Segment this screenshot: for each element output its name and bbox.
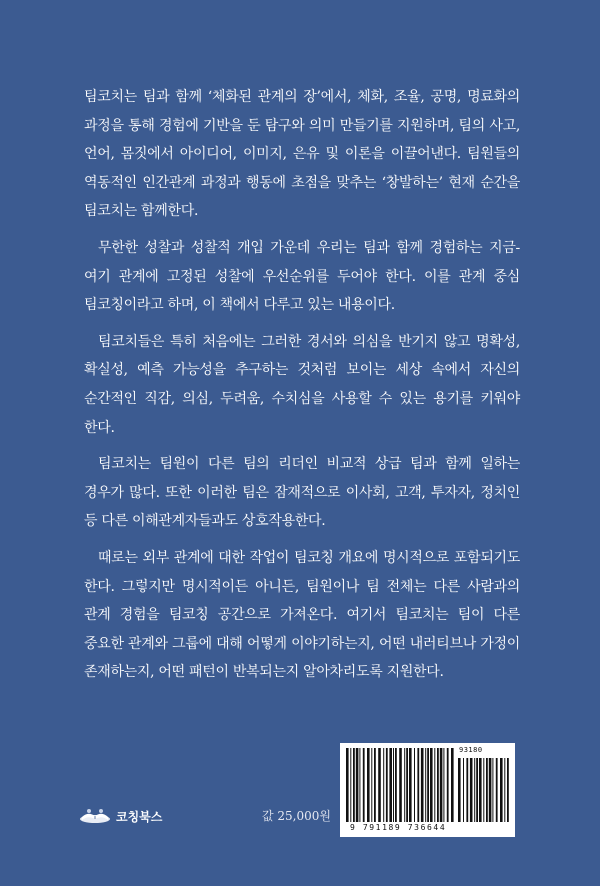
blurb-paragraph-4: 팀코치는 팀원이 다른 팀의 리더인 비교적 상급 팀과 함께 일하는 경우가 많다. 또한 이러한 팀은 잠재적으로 이사회, 고객, 투자자, 정치인 등 다른 이해관계자들과도 상호작용한다. [84, 456, 520, 530]
barcode-bar [492, 758, 493, 822]
barcode-bar [451, 748, 454, 822]
barcode-bar [479, 758, 482, 822]
barcode-bar [466, 758, 468, 822]
blurb [84, 83, 520, 695]
blurb-paragraph-5: 때로는 외부 관계에 대한 작업이 팀코칭 개요에 명시적으로 포함되기도 한다. 그렇지만 명시적이든 아니든, 팀원이나 팀 전체는 다른 사람과의 관계 경험을 팀코칭 공간으로 가져온다. 여기서 팀코치는 팀이 다른 중요한 관계와 그룹에 대해 어떻게 이야기하는지, 어떤 내러티브나 가정이 존재하는지, 어떤 패턴이 반복되는지 알아차리도록 지원한다. [84, 549, 520, 681]
barcode-bar [430, 748, 433, 822]
barcode-bar [353, 748, 355, 822]
barcode-bars [344, 746, 512, 824]
barcode-isbn-number: 9 791189 736644 [350, 823, 447, 832]
barcode-bar [474, 758, 475, 822]
barcode-bar [378, 748, 381, 822]
barcode-bar [507, 758, 509, 822]
barcode-bar [386, 748, 388, 822]
barcode-bar [395, 748, 397, 822]
publisher-logo [78, 805, 162, 827]
barcode-bar [483, 758, 484, 822]
barcode-bar [414, 748, 415, 822]
barcode-bar [371, 748, 372, 822]
barcode-bar [440, 748, 443, 822]
barcode-bar [367, 748, 370, 822]
barcode-bar [359, 748, 360, 822]
barcode-bar [393, 748, 394, 822]
blurb-paragraph-2: 무한한 성찰과 성찰적 개입 가운데 우리는 팀과 함께 경험하는 지금-여기 관계에 고정된 성찰에 우선순위를 두어야 한다. 이를 관계 중심 팀코칭이라고 하며, 이 책에서 다루고 있는 내용이다. [84, 239, 520, 314]
barcode-bar [389, 748, 392, 822]
barcode-addon-number: 93180 [459, 746, 483, 754]
barcode-bar [437, 748, 439, 822]
barcode-bar [421, 748, 424, 822]
barcode-bar [417, 748, 419, 822]
blurb-paragraph-3: 팀코치들은 특히 처음에는 그러한 경서와 의심을 반기지 않고 명확성, 확실성, 예측 가능성을 추구하는 것처럼 보이는 세상 속에서 자신의 순간적인 직감, 의심, 두려움, 수치심을 사용할 수 있는 용기를 키워야 한다. [84, 333, 520, 436]
barcode-bar [374, 748, 376, 822]
barcode-bar [486, 758, 488, 822]
barcode-bar [406, 748, 408, 822]
barcode-bar [425, 748, 426, 822]
barcode-bar [476, 758, 478, 822]
barcode-bar [383, 748, 384, 822]
barcode-bar [504, 758, 505, 822]
barcode-bar [427, 748, 429, 822]
barcode-bar [399, 748, 402, 822]
barcode-bar [404, 748, 405, 822]
barcode-bar [350, 748, 351, 822]
barcode-bar [363, 748, 365, 822]
barcode-bar [458, 758, 461, 822]
price-label: 값 25,000원 [262, 809, 331, 823]
publisher-name: 코칭북스 [116, 809, 163, 824]
barcode-bar [409, 748, 412, 822]
barcode-bar [356, 748, 359, 822]
barcode-bar [443, 748, 444, 822]
barcode-bar [489, 758, 492, 822]
barcode-bar [463, 758, 464, 822]
barcode-bar [434, 748, 435, 822]
barcode-bar [447, 748, 449, 822]
barcode-bar [346, 748, 349, 822]
barcode-bar [470, 758, 473, 822]
isbn-barcode [340, 743, 515, 837]
blurb-paragraph-1: 팀코치는 팀과 함께 ‘체화된 관계의 장’에서, 체화, 조율, 공명, 명료화의 과정을 통해 경험에 기반을 둔 탐구와 의미 만들기를 지원하며, 팀의 사고, 언어, 몸짓에서 아이디어, 이미지, 은유 및 이론을 이끌어낸다. 팀원들의 역동적인 인간관계 과정과 행동에 초점을 맞추는 ‘창발하는’ 현재 순간을 팀코치는 함께한다. [84, 89, 520, 220]
barcode-bar [500, 758, 503, 822]
barcode-bar [496, 758, 498, 822]
open-book-icon [78, 805, 112, 827]
